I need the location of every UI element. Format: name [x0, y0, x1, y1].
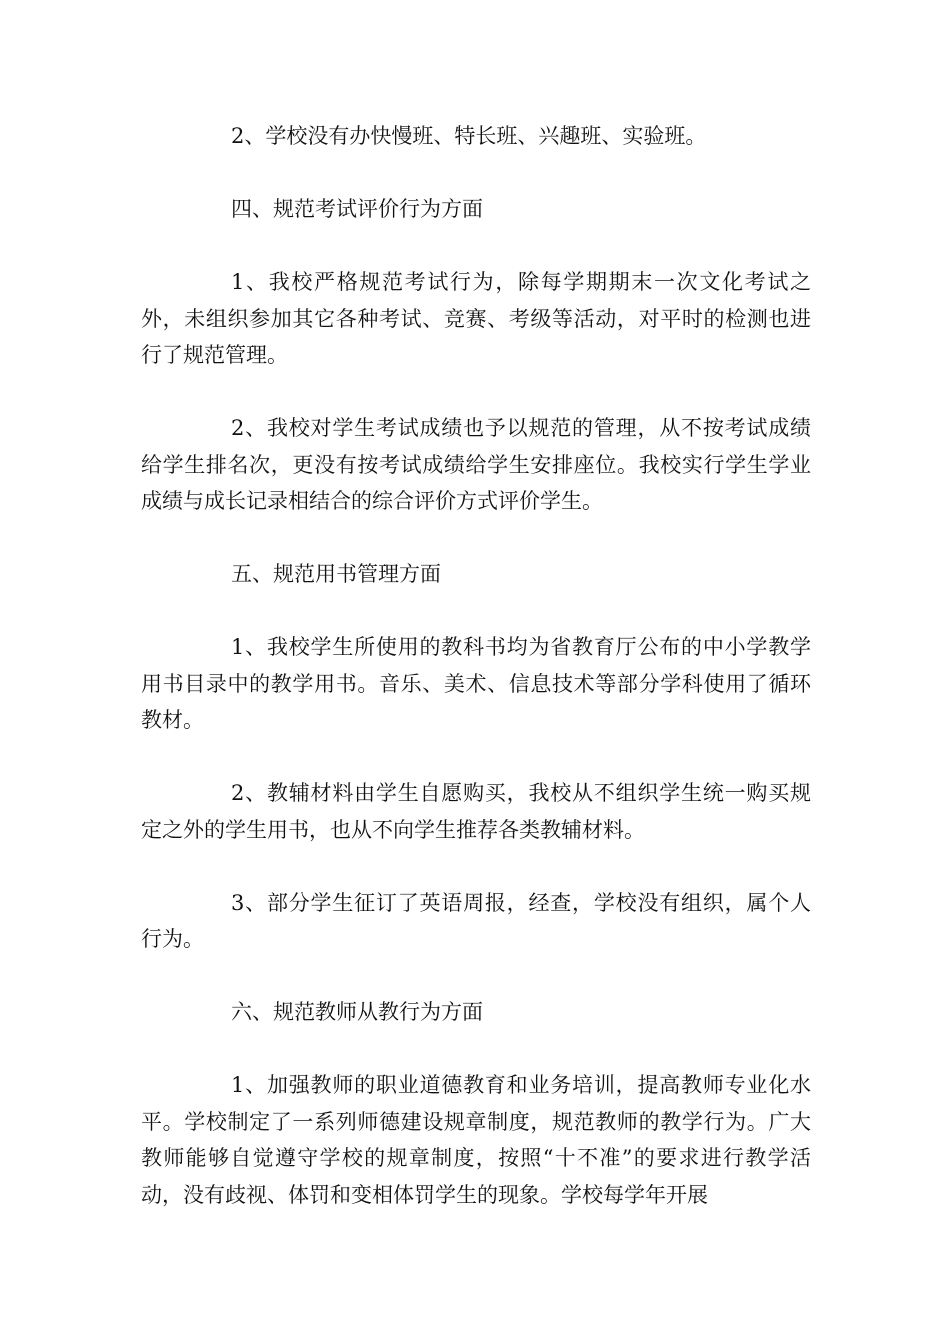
paragraph-classes: 2、学校没有办快慢班、特长班、兴趣班、实验班。	[231, 124, 707, 148]
section-heading-textbook-management: 五、规范用书管理方面	[231, 562, 441, 586]
paragraph-teacher-training: 1、加强教师的职业道德教育和业务培训，提高教师专业化水平。学校制定了一系列师德建设规章制度，规范教师的教学行为。广大教师能够自觉遵守学校的规章制度，按照“十不准”的要求进行教学活动，没有歧视、体罚和变相体罚学生的现象。学校每学年开展	[141, 1073, 811, 1207]
section-heading-teacher-conduct: 六、规范教师从教行为方面	[231, 1000, 483, 1024]
paragraph-textbooks: 1、我校学生所使用的教科书均为省教育厅公布的中小学教学用书目录中的教学用书。音乐、美术、信息技术等部分学科使用了循环教材。	[141, 635, 811, 732]
section-heading-exam-evaluation: 四、规范考试评价行为方面	[231, 197, 483, 221]
paragraph-exam-scores: 2、我校对学生考试成绩也予以规范的管理，从不按考试成绩给学生排名次，更没有按考试成绩给学生安排座位。我校实行学生学业成绩与成长记录相结合的综合评价方式评价学生。	[141, 416, 811, 513]
document-body	[141, 118, 811, 1250]
paragraph-english-weekly: 3、部分学生征订了英语周报，经查，学校没有组织，属个人行为。	[141, 890, 811, 951]
paragraph-exam-behavior: 1、我校严格规范考试行为，除每学期期末一次文化考试之外，未组织参加其它各种考试、竞赛、考级等活动，对平时的检测也进行了规范管理。	[141, 270, 811, 367]
paragraph-supplementary-materials: 2、教辅材料由学生自愿购买，我校从不组织学生统一购买规定之外的学生用书，也从不向学生推荐各类教辅材料。	[141, 781, 811, 842]
